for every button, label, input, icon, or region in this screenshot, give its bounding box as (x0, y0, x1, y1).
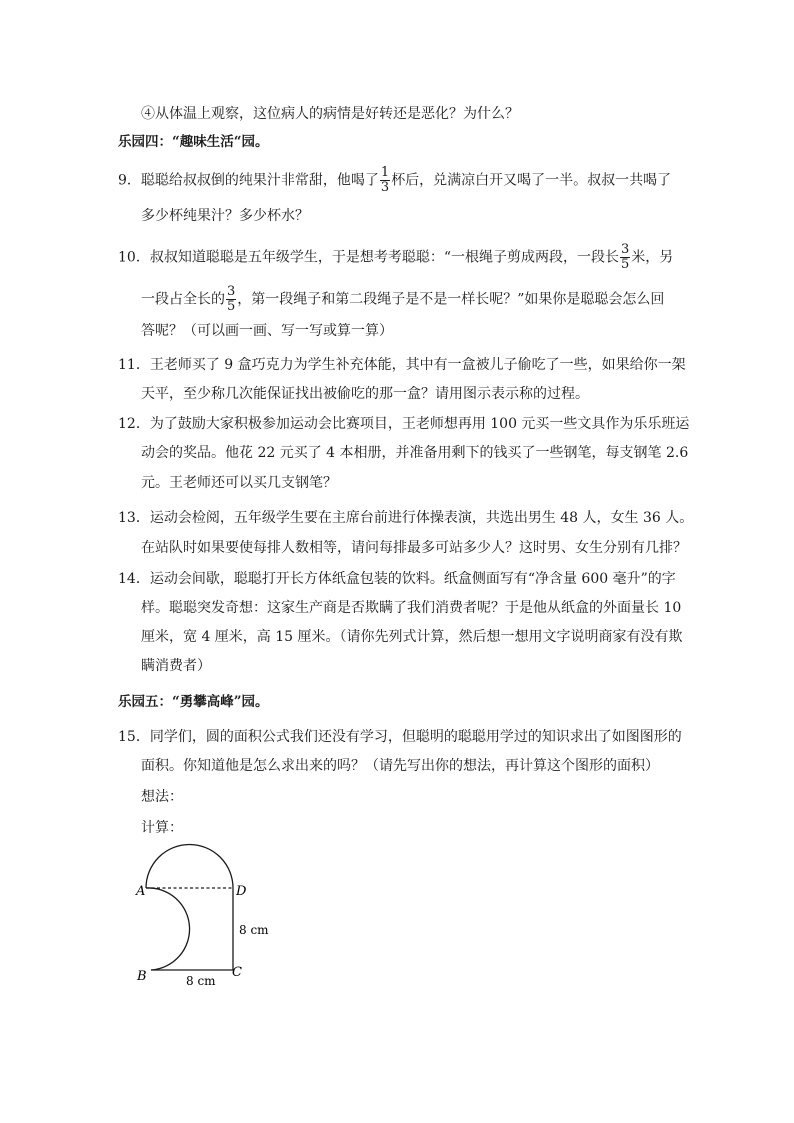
q15-calc-label: 计算： (141, 820, 183, 836)
dim-side-label: 8 cm (239, 923, 269, 937)
q10-line1 (118, 243, 673, 272)
q-prev-sub4: ④从体温上观察，这位病人的病情是好转还是恶化？为什么？ (141, 106, 519, 122)
section4-title: 乐园四：“趣味生活“园。 (118, 134, 269, 150)
q15-line2: 面积。你知道他是怎么求出来的吗？（请先写出你的想法，再计算这个图形的面积） (141, 758, 659, 774)
q9-line1 (118, 166, 671, 195)
q14-line3: 厘米，宽 4 厘米，高 15 厘米。（请你先列式计算，然后想一想用文字说明商家有没有欺 (141, 629, 683, 645)
q9-frac-num: 1 (380, 165, 390, 180)
q10-text-a: 10．叔叔知道聪聪是五年级学生，于是想考考聪聪：“一根绳子剪成两段，一段长 (118, 249, 619, 266)
dim-bottom-label: 8 cm (186, 974, 216, 988)
q11-line1: 11．王老师买了 9 盒巧克力为学生补充体能，其中有一盒被儿子偷吃了一些，如果给你一架 (118, 357, 686, 373)
q9-frac-den: 3 (380, 180, 390, 195)
q10-frac2-num: 3 (227, 284, 236, 299)
q14-line4: 瞒消费者） (141, 658, 211, 674)
q11-line2: 天平，至少称几次能保证找出被偷吃的那一盒？请用图示表示称的过程。 (141, 386, 589, 402)
q15-idea-label: 想法： (141, 789, 183, 805)
q12-line2: 动会的奖品。他花 22 元买了 4 本相册，并准备用剩下的钱买了一些钢笔，每支钢笔 2.6 (141, 445, 689, 461)
q10-frac1-num: 3 (620, 242, 630, 257)
q10-fraction1 (620, 243, 630, 272)
top-semicircle (146, 845, 233, 889)
q10-frac1-den: 5 (620, 257, 630, 272)
q14-line2: 样。聪聪突发奇想：这家生产商是否欺瞒了我们消费者呢？于是他从纸盒的外面量长 10 (141, 600, 682, 616)
q10-text-c: 一段占全长的 (141, 291, 225, 308)
q15-line1: 15．同学们，圆的面积公式我们还没有学习，但聪明的聪聪用学过的知识求出了如图图形的 (118, 729, 682, 745)
geometry-figure (130, 840, 280, 990)
q10-frac2-den: 5 (227, 299, 236, 314)
label-d: D (236, 884, 247, 899)
q12-line1: 12．为了鼓励大家积极参加运动会比赛项目，王老师想再用 100 元买一些文具作为乐乐班运 (118, 416, 690, 432)
left-semicircle (146, 888, 190, 970)
q10-text-b: 米，另 (631, 249, 674, 266)
q10-line2 (141, 285, 664, 314)
q12-line3: 元。王老师还可以买几支钢笔？ (141, 475, 337, 491)
q14-line1: 14．运动会间歇，聪聪打开长方体纸盒包装的饮料。纸盒侧面写有“净含量 600 毫升”的字 (118, 571, 676, 587)
q9-line2: 多少杯纯果汁？多少杯水？ (141, 208, 309, 224)
q9-fraction (380, 166, 390, 195)
q10-fraction2 (226, 285, 236, 314)
label-a: A (136, 884, 146, 899)
q9-text-a: 9．聪聪给叔叔倒的纯果汁非常甜，他喝了 (118, 172, 379, 189)
q9-text-b: 杯后，兑满凉白开又喝了一半。叔叔一共喝了 (391, 172, 672, 189)
q10-text-d: ，第一段绳子和第二段绳子是不是一样长呢？”如果你是聪聪会怎么回 (237, 291, 665, 308)
label-c: C (232, 965, 242, 980)
section5-title: 乐园五：“勇攀高峰”园。 (118, 694, 269, 710)
label-b: B (137, 969, 147, 984)
q13-line1: 13．运动会检阅，五年级学生要在主席台前进行体操表演，共选出男生 48 人，女生 36 人。 (118, 510, 694, 526)
q10-line3: 答呢？（可以画一画、写一写或算一算） (141, 323, 393, 339)
q13-line2: 在站队时如果要使每排人数相等，请问每排最多可站多少人？这时男、女生分别有几排？ (141, 540, 687, 556)
